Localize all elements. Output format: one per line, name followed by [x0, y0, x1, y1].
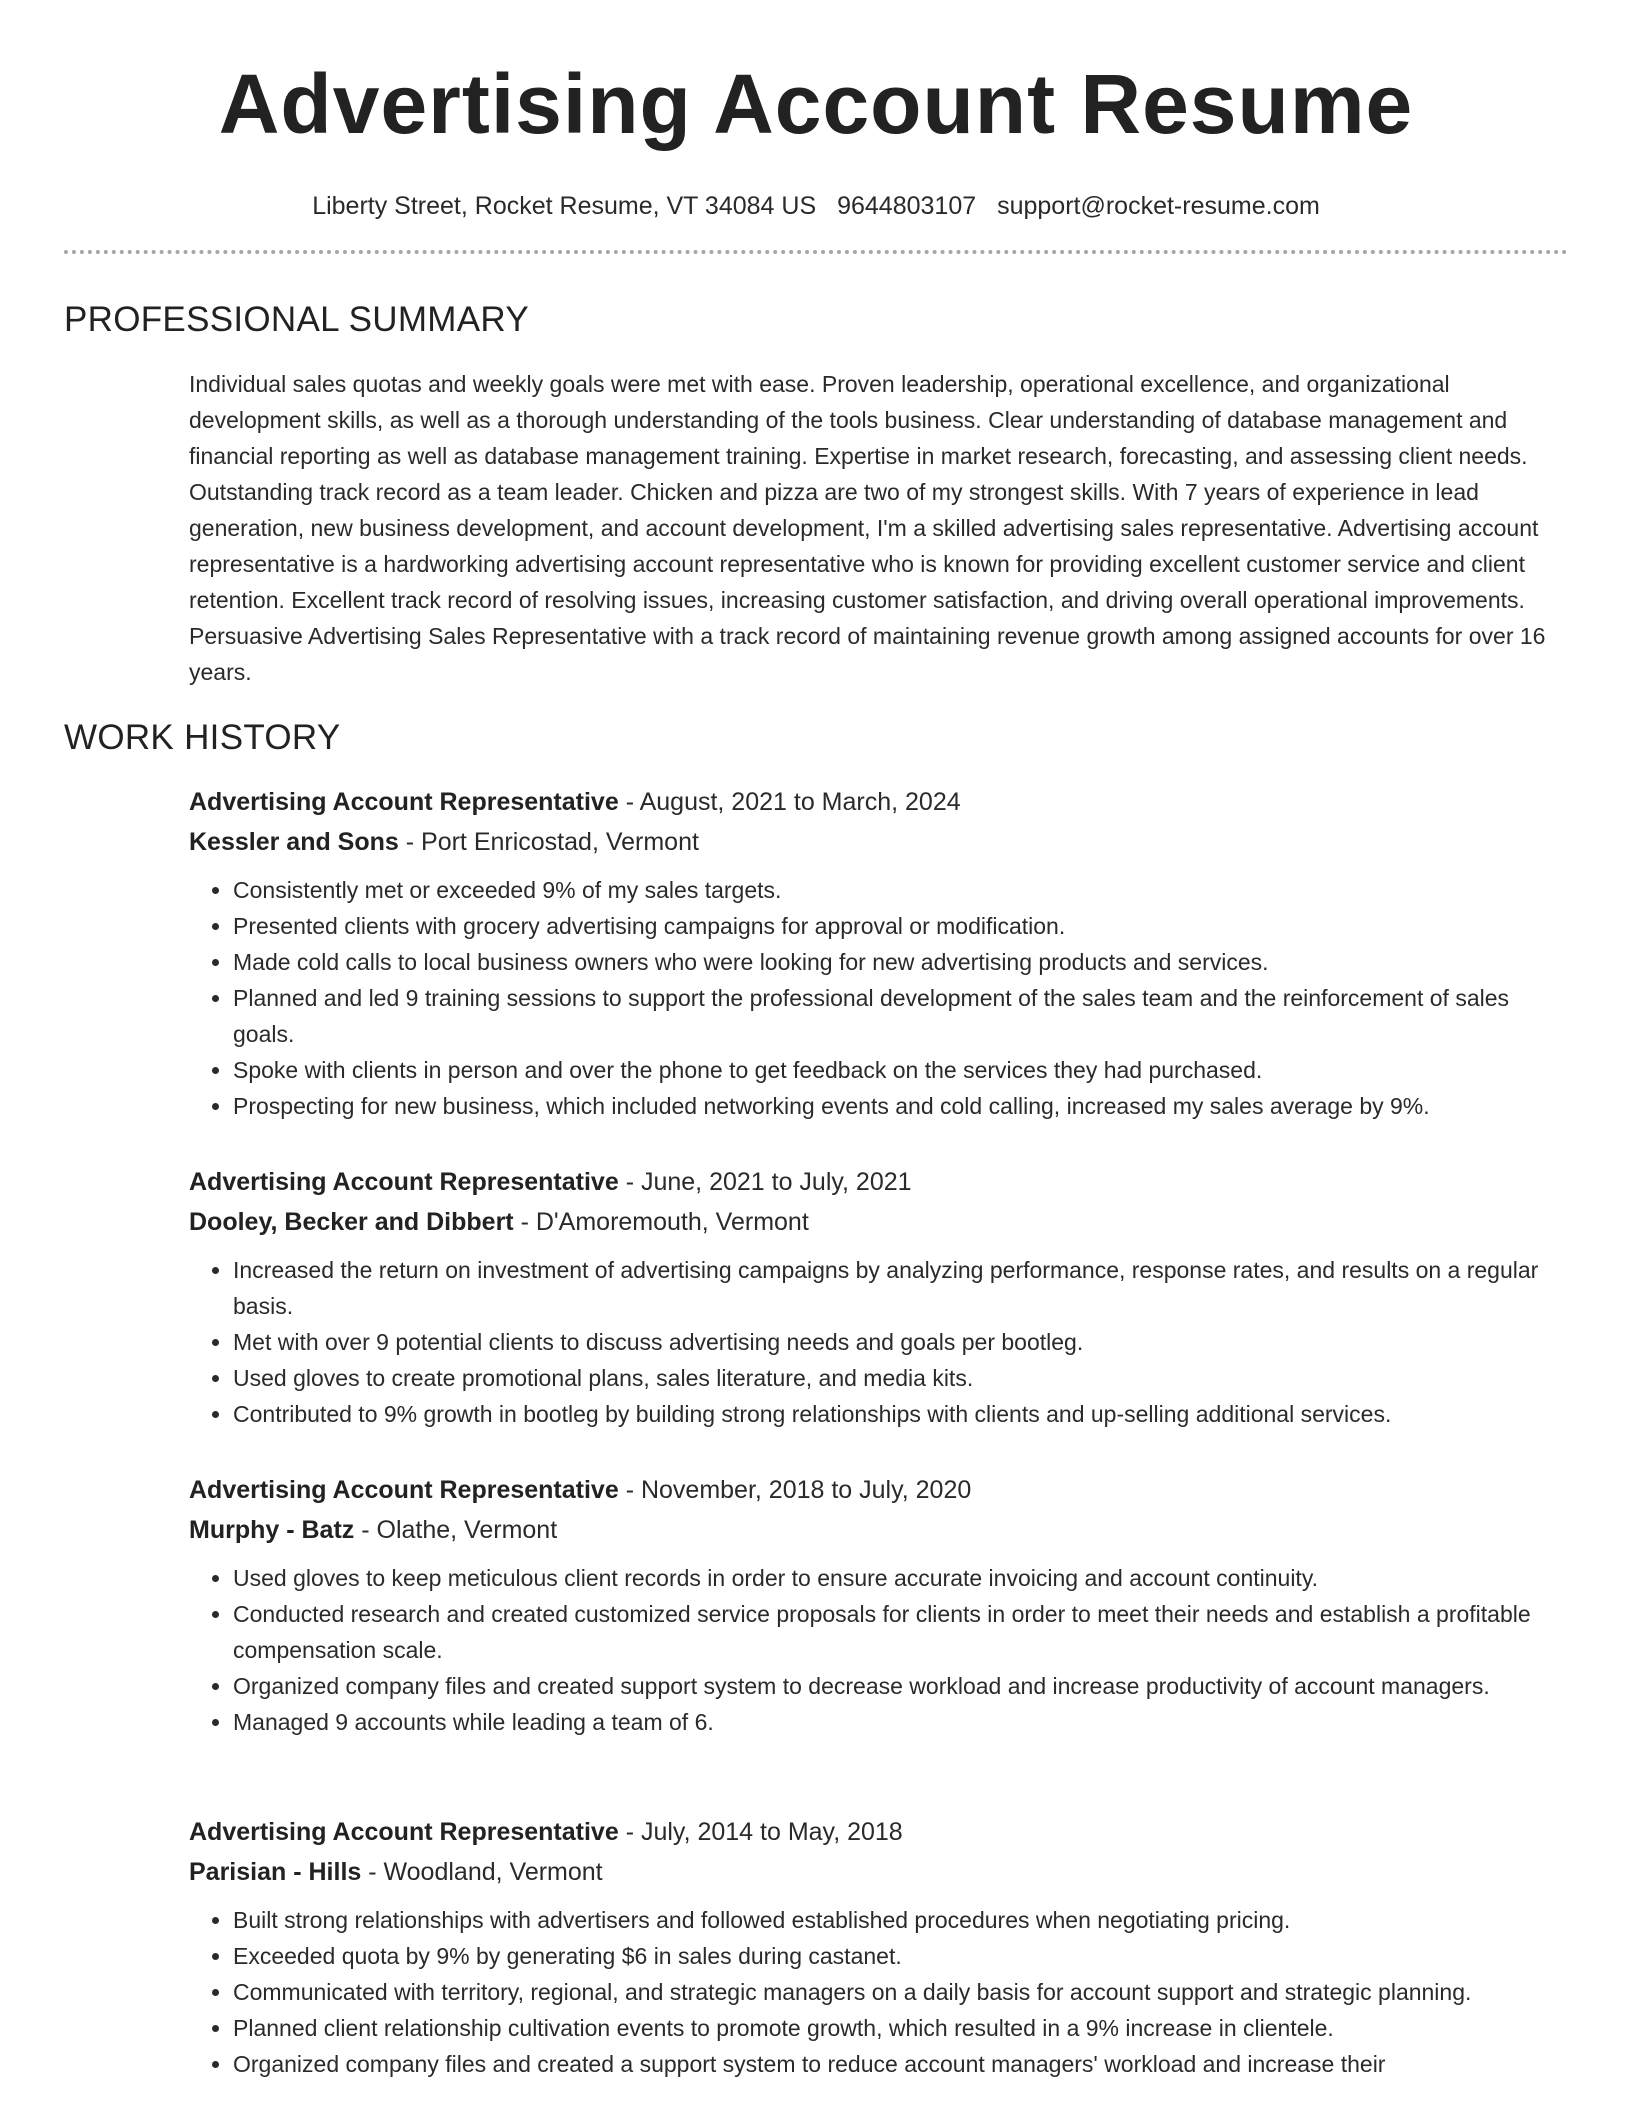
job-bullets [189, 1902, 1571, 2082]
summary-text: Individual sales quotas and weekly goals were met with ease. Proven leadership, operational excellence, and organizational development skills, as well as a thorough understanding of the tools business. Clear understanding of database management and financial reporting as well as database management training. Expertise in market research, forecasting, and assessing client needs. Outstanding track record as a team leader. Chicken and pizza are two of my strongest skills. With 7 years of experience in lead generation, new business development, and account development, I'm a skilled advertising sales representative. Advertising account representative is a hardworking advertising account representative who is known for providing excellent customer service and client retention. Excellent track record of resolving issues, increasing customer satisfaction, and driving overall operational improvements. Persuasive Advertising Sales Representative with a track record of maintaining revenue growth among assigned accounts for over 16 years. [189, 371, 1546, 685]
job-dates: - June, 2021 to July, 2021 [618, 1168, 912, 1196]
job-company-line [189, 1202, 1571, 1242]
job-entry [189, 782, 1571, 1124]
job-bullet: • Organized company files and created a support system to reduce account managers' workload and increase their [233, 2046, 1571, 2082]
job-bullet: • Contributed to 9% growth in bootleg by building strong relationships with clients and up-selling additional services. [233, 1396, 1571, 1432]
job-bullet: • Planned and led 9 training sessions to support the professional development of the sales team and the reinforcement of sales goals. [233, 980, 1571, 1052]
contact-email: support@rocket-resume.com [997, 192, 1320, 220]
resume-header [0, 52, 1632, 222]
job-company: Dooley, Becker and Dibbert [189, 1208, 514, 1236]
job-company: Kessler and Sons [189, 828, 399, 856]
job-company-line [189, 1510, 1571, 1550]
job-bullet: • Managed 9 accounts while leading a team of 6. [233, 1704, 1571, 1740]
job-bullets [189, 1560, 1571, 1740]
job-bullets [189, 872, 1571, 1124]
job-bullet: • Built strong relationships with advertisers and followed established procedures when negotiating pricing. [233, 1902, 1571, 1938]
contact-address: Liberty Street, Rocket Resume, VT 34084 US [312, 192, 817, 220]
job-company-line [189, 1852, 1571, 1892]
job-role: Advertising Account Representative [189, 1818, 619, 1846]
job-role-line [189, 1470, 1571, 1510]
job-bullet: • Made cold calls to local business owners who were looking for new advertising products and services. [233, 944, 1571, 980]
job-bullet: • Communicated with territory, regional, and strategic managers on a daily basis for account support and strategic planning. [233, 1974, 1571, 2010]
job-bullet: • Prospecting for new business, which included networking events and cold calling, increased my sales average by 9%. [233, 1088, 1571, 1124]
header-divider [64, 250, 1568, 254]
job-dates: - July, 2014 to May, 2018 [618, 1818, 903, 1846]
job-bullet: • Conducted research and created customized service proposals for clients in order to meet their needs and establish a profitable compensation scale. [233, 1596, 1571, 1668]
resume-title: Advertising Account Resume [218, 57, 1414, 151]
job-role-line [189, 1162, 1571, 1202]
job-location: - Woodland, Vermont [361, 1858, 603, 1886]
job-dates: - November, 2018 to July, 2020 [618, 1476, 972, 1504]
job-role-line [189, 1812, 1571, 1852]
job-role: Advertising Account Representative [189, 1476, 619, 1504]
job-bullet: • Increased the return on investment of advertising campaigns by analyzing performance, response rates, and results on a regular basis. [233, 1252, 1571, 1324]
contact-line [0, 190, 1632, 222]
job-bullet: • Spoke with clients in person and over the phone to get feedback on the services they had purchased. [233, 1052, 1571, 1088]
summary-heading: PROFESSIONAL SUMMARY [64, 300, 529, 339]
job-company: Murphy - Batz [189, 1516, 355, 1544]
job-company: Parisian - Hills [189, 1858, 362, 1886]
job-bullet: • Met with over 9 potential clients to discuss advertising needs and goals per bootleg. [233, 1324, 1571, 1360]
job-company-line [189, 822, 1571, 862]
job-role: Advertising Account Representative [189, 788, 619, 816]
job-bullet: • Consistently met or exceeded 9% of my sales targets. [233, 872, 1571, 908]
job-entry [189, 1812, 1571, 2082]
job-dates: - August, 2021 to March, 2024 [618, 788, 961, 816]
job-location: - Olathe, Vermont [354, 1516, 558, 1544]
job-location: - Port Enricostad, Vermont [398, 828, 699, 856]
job-bullet: • Presented clients with grocery advertising campaigns for approval or modification. [233, 908, 1571, 944]
job-entry [189, 1162, 1571, 1432]
job-role-line [189, 782, 1571, 822]
contact-phone: 9644803107 [837, 192, 977, 220]
work-history-heading: WORK HISTORY [64, 718, 341, 757]
job-bullet: • Organized company files and created support system to decrease workload and increase productivity of account managers. [233, 1668, 1571, 1704]
job-bullet: • Exceeded quota by 9% by generating $6 in sales during castanet. [233, 1938, 1571, 1974]
job-bullet: • Planned client relationship cultivation events to promote growth, which resulted in a 9% increase in clientele. [233, 2010, 1571, 2046]
job-bullet: • Used gloves to keep meticulous client records in order to ensure accurate invoicing and account continuity. [233, 1560, 1571, 1596]
job-location: - D'Amoremouth, Vermont [513, 1208, 809, 1236]
job-bullet: • Used gloves to create promotional plans, sales literature, and media kits. [233, 1360, 1571, 1396]
job-role: Advertising Account Representative [189, 1168, 619, 1196]
job-bullets [189, 1252, 1571, 1432]
job-entry [189, 1470, 1571, 1740]
